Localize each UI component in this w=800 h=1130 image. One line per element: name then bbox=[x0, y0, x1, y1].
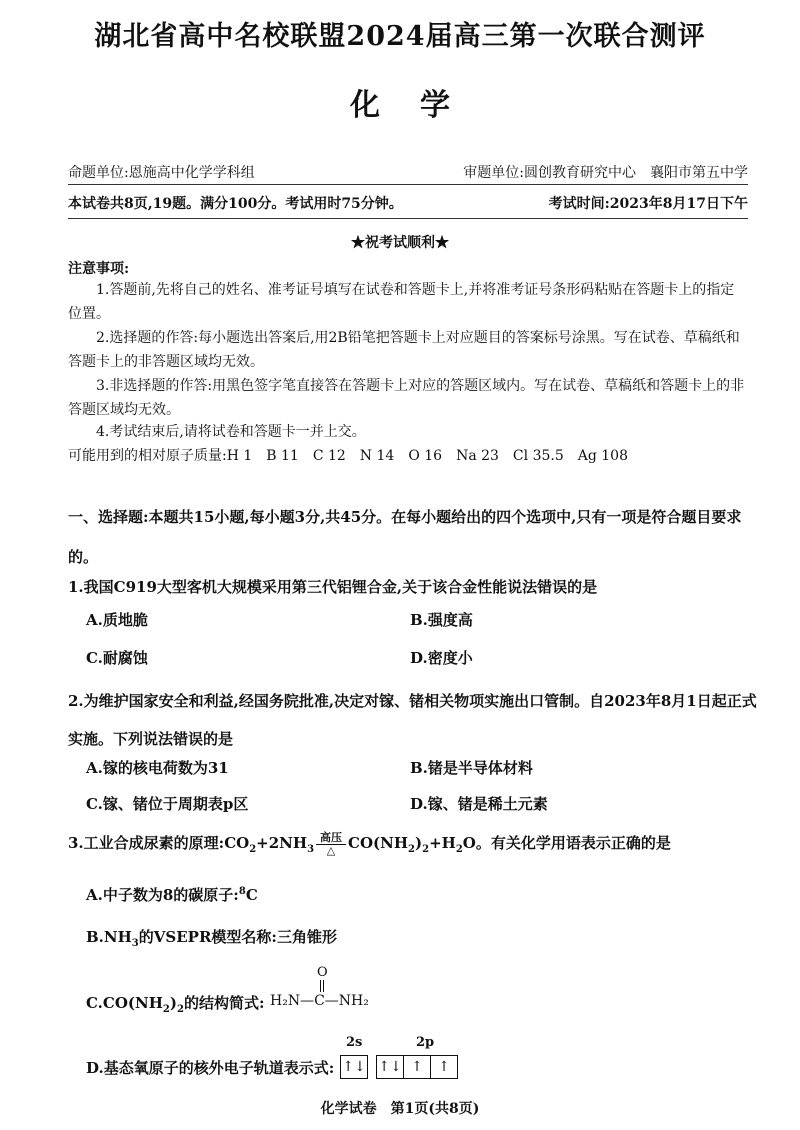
section-1-title: 一、选择题:本题共15小题,每小题3分,共45分。在每小题给出的四个选项中,只有一项是符合题目要求的。 bbox=[68, 508, 742, 566]
q3-a-text: A.中子数为8的碳原子: bbox=[86, 886, 239, 904]
structure-chain: H₂N—C—NH₂ bbox=[270, 993, 369, 1009]
q3-b-text: 的VSEPR模型名称:三角锥形 bbox=[138, 928, 337, 946]
q3-option-d: D.基态氧原子的核外电子轨道表示式: bbox=[86, 1059, 335, 1077]
q3-b-text: B.NH bbox=[86, 928, 132, 946]
q3-stem-part: 3.工业合成尿素的原理:CO bbox=[68, 834, 250, 852]
setter-text: 命题单位:恩施高中化学学科组 bbox=[68, 165, 255, 181]
mass-number: 8 bbox=[238, 886, 246, 897]
double-bond bbox=[320, 980, 324, 992]
q1-option-a: A.质地脆 bbox=[86, 611, 148, 629]
reaction-condition bbox=[316, 832, 346, 857]
orbital-2p-box bbox=[376, 1055, 458, 1079]
orbital-cell: ↑ bbox=[438, 1059, 450, 1075]
urea-structure bbox=[270, 965, 410, 1015]
note-item-1: 1.答题前,先将自己的姓名、准考证号填写在试卷和答题卡上,并将准考证号条形码粘贴在答题卡上的指定位置。 bbox=[68, 282, 735, 322]
orbital-cell: ↑↓ bbox=[342, 1059, 366, 1075]
q3-option-c: $C.CO(NH_2)_2$的结构简式: bbox=[86, 994, 265, 1015]
paper-meta-line bbox=[68, 193, 748, 213]
q3-option-b: $B.NH_3$的VSEPR模型名称:三角锥形 bbox=[86, 928, 337, 949]
q1-option-d: D.密度小 bbox=[410, 649, 473, 667]
q1-stem: 1.我国C919大型客机大规模采用第三代铝锂合金,关于该合金性能说法错误的是 bbox=[68, 578, 598, 596]
q3-stem-part: CO(NH bbox=[348, 834, 409, 852]
structure-oxygen: O bbox=[317, 965, 328, 980]
reviewer-text: 审题单位:圆创教育研究中心 襄阳市第五中学 bbox=[463, 165, 748, 181]
good-luck-line: ★祝考试顺利★ bbox=[351, 235, 449, 251]
notes-heading: 注意事项: bbox=[68, 261, 130, 277]
subject-title: 化学 bbox=[350, 88, 490, 123]
condition-bottom: △ bbox=[326, 843, 336, 857]
orbital-2p-label: 2p bbox=[416, 1035, 435, 1050]
q1-option-c: C.耐腐蚀 bbox=[86, 649, 148, 667]
exam-title: 湖北省高中名校联盟2024届高三第一次联合测评 bbox=[94, 21, 706, 52]
page-footer: 化学试卷 第1页(共8页) bbox=[320, 1101, 480, 1117]
header-divider bbox=[68, 184, 748, 185]
element-symbol: C bbox=[245, 886, 258, 904]
q3-option-a bbox=[86, 884, 258, 905]
exam-time: 考试时间:2023年8月17日下午 bbox=[548, 196, 748, 212]
q3-stem-part: ) bbox=[415, 834, 423, 852]
q2-stem: 2.为维护国家安全和利益,经国务院批准,决定对镓、锗相关物项实施出口管制。自2023年8月1日起正式实施。下列说法错误的是 bbox=[68, 692, 757, 748]
q3-stem-part: O。有关化学用语表示正确的是 bbox=[462, 834, 671, 852]
q2-option-b: B.锗是半导体材料 bbox=[410, 759, 533, 777]
q1-option-b: B.强度高 bbox=[410, 611, 473, 629]
q3-c-text: 的结构简式: bbox=[183, 994, 265, 1012]
q2-option-d: D.镓、锗是稀土元素 bbox=[410, 795, 548, 813]
orbital-cell: ↑ bbox=[404, 1056, 431, 1078]
condition-top: 高压 bbox=[320, 830, 343, 844]
q3-stem-part: +2NH bbox=[256, 834, 308, 852]
q2-option-a: A.镓的核电荷数为31 bbox=[86, 759, 229, 777]
orbital-2s-label: 2s bbox=[346, 1035, 363, 1050]
note-item-4: 4.考试结束后,请将试卷和答题卡一并上交。 bbox=[96, 424, 366, 440]
orbital-cell: ↑↓ bbox=[377, 1056, 404, 1078]
paper-info: 本试卷共8页,19题。满分100分。考试用时75分钟。 bbox=[68, 196, 403, 212]
note-item-2: 2.选择题的作答:每小题选出答案后,用2B铅笔把答题卡上对应题目的答案标号涂黑。写在试卷、草稿纸和答题卡上的非答题区域均无效。 bbox=[68, 330, 740, 370]
setter-reviewer-line bbox=[68, 162, 748, 182]
q2-option-c: C.镓、锗位于周期表p区 bbox=[86, 795, 249, 813]
q3-stem-part: +H bbox=[429, 834, 456, 852]
q3-stem: 3.工业合成尿素的原理$:CO_2+2NH_3$高压 △ $CO(NH_2)_2+H_2O$。有关化学用语表示正确的是 bbox=[68, 830, 671, 857]
orbital-2s-box bbox=[340, 1055, 368, 1079]
atomic-masses: 可能用到的相对原子质量:H 1 B 11 C 12 N 14 O 16 Na 23 Cl 35.5 Ag 108 bbox=[68, 448, 628, 464]
note-item-3: 3.非选择题的作答:用黑色签字笔直接答在答题卡上对应的答题区域内。写在试卷、草稿纸和答题卡上的非答题区域均无效。 bbox=[68, 378, 745, 418]
q3-c-text: C.CO(NH bbox=[86, 994, 163, 1012]
meta-divider bbox=[68, 218, 748, 219]
